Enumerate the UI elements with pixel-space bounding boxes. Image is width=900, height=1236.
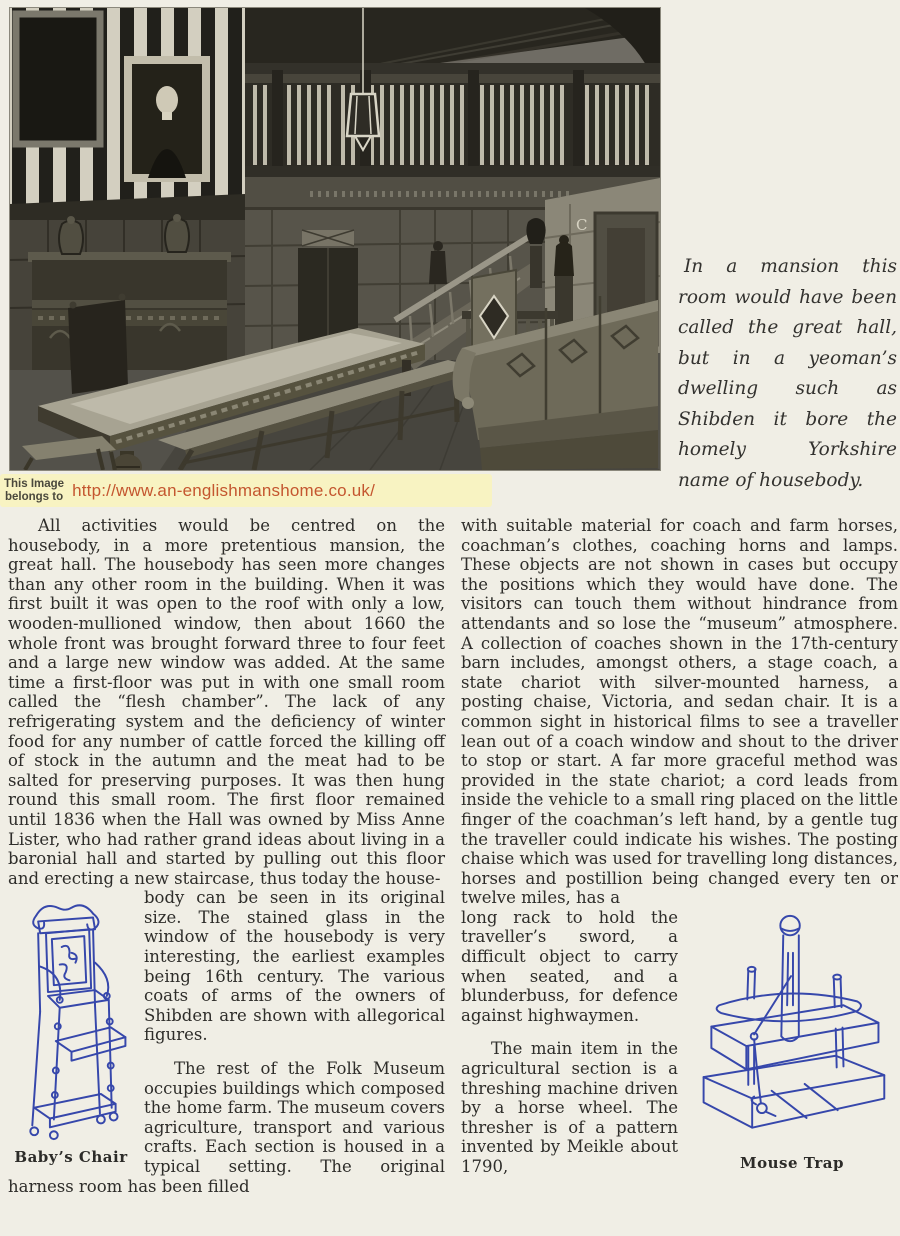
housebody-photo-illustration xyxy=(10,8,660,470)
mouse-trap-drawing xyxy=(689,912,895,1150)
watermark-owner-line2: belongs to xyxy=(4,490,64,503)
watermark-url: http://www.an-englishmanshome.co.uk/ xyxy=(72,480,376,500)
babys-chair-figure xyxy=(8,894,134,1166)
left-wrap-zone xyxy=(8,888,445,1196)
watermark xyxy=(0,474,492,507)
article xyxy=(8,516,898,1196)
housebody-photo xyxy=(10,8,660,470)
watermark-owner xyxy=(0,478,72,503)
babys-chair-drawing xyxy=(14,894,128,1144)
paragraph-1a: All activities would be centred on the housebody, in a more pretentious mansion, the great hall. The housebody has seen more changes than any other room in the building. When it was first built it was open to the roof with only a low, wooden-mullioned window, then about 1660 the whole front was brought forward three to four feet and a large new window was added. At the same time a first-floor was put in with one small room called the “flesh chamber”. The lack of any refrigerating system and the deficiency of winter food for any number of cattle forced the killing off of stock in the autumn and the meat had to be salted for preserving purposes. It was then hung round this small room. The first floor remained until 1836 when the Hall was owned by Miss Anne Lister, who had rather grand ideas about living in a baronial hall and started by pulling out this floor and erecting a new staircase, thus today the house- xyxy=(8,516,445,888)
right-column xyxy=(461,516,898,1196)
paragraph-3b: long rack to hold the traveller’s sword, a difficult object to carry when seated, and a blunderbuss, for defence against highwaymen. xyxy=(461,907,678,1025)
mouse-trap-caption: Mouse Trap xyxy=(740,1153,844,1172)
mouse-trap-figure xyxy=(686,912,898,1172)
photo-caption: In a mansion this room would have been called the great hall, but in a yeoman’s dwelling such as Shibden it bore the homely Yorkshire name of housebody. xyxy=(678,256,897,491)
watermark-owner-line1: This Image xyxy=(4,478,65,490)
right-wrap-zone xyxy=(461,908,898,1177)
paragraph-4: The main item in the agricultural section is a threshing machine driven by a horse wheel. The thresher is of a pattern invented by Meikle about 1790, xyxy=(461,1039,678,1176)
paragraph-1b: body can be seen in its original size. The stained glass in the window of the housebody is very interesting, the earliest examples being 16th century. The various coats of arms of the owners of Shibden are shown with allegorical figures. xyxy=(144,888,445,1045)
wall-letter: C xyxy=(576,216,588,234)
paragraph-3a: with suitable material for coach and farm horses, coachman’s clothes, coaching horns and lamps. These objects are not shown in cases but occupy the positions which they would have done. The visitors can touch them without hindrance from attendants and so lose the “museum” atmosphere. A collection of coaches shown in the 17th-century barn includes, amongst others, a stage coach, a state chariot with silver-mounted harness, a posting chaise, Victoria, and sedan chair. It is a common sight in historical films to see a traveller lean out of a coach window and shout to the driver to stop or start. A far more graceful method was provided in the state chariot; a cord leads from inside the vehicle to a small ring placed on the little finger of the coachman’s left hand, by a gentle tug the traveller could indicate his wishes. The posting chaise which was used for travelling long distances, horses and postillion being changed every ten or twelve miles, has a xyxy=(461,516,898,908)
paragraph-2: The rest of the Folk Museum occupies buildings which composed the home farm. The museum covers agriculture, transport and various crafts. Each section is housed in a typical setting. The original harness room has been filled xyxy=(8,1059,445,1196)
left-column xyxy=(8,516,445,1196)
babys-chair-caption: Baby’s Chair xyxy=(14,1148,128,1167)
